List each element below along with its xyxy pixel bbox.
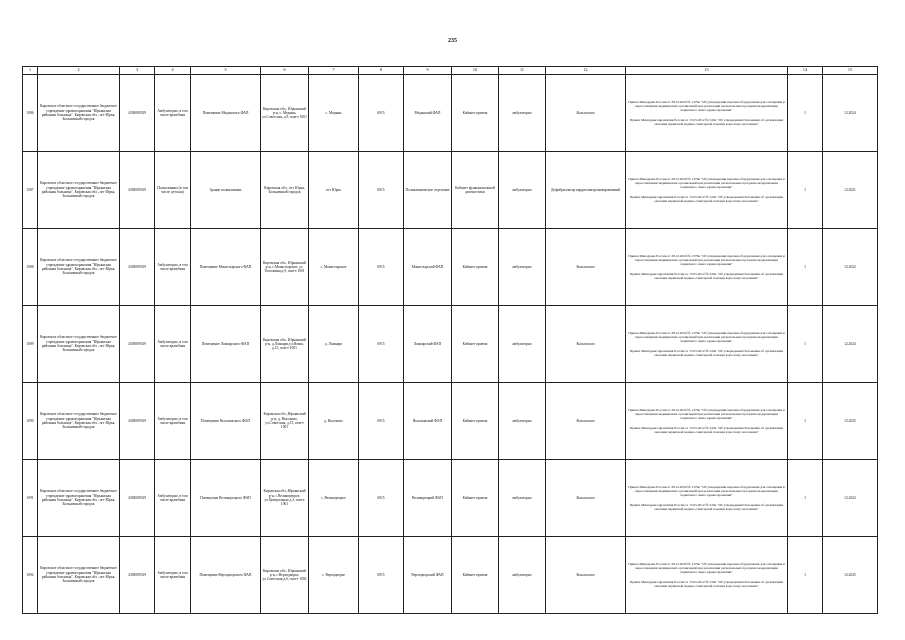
regulation-order-1379: Приказ Минздрава России от 28.12.2020 № 1379н "Об утверждении перечня оборудования для оснащения и переоснащения медицинских организаций при реализации региональных программ модернизации первичного звена здравоохранения" [628, 254, 785, 267]
equipment-cell: Кольпоскоп [546, 383, 626, 460]
column-number: 1 [23, 67, 38, 75]
code-cell: 6915 [359, 152, 404, 229]
regulation-order-543: Приказ Минздравсоцразвития России от 15.05.2012 № 543н "Об утверждении Положения об организации оказания первичной медико-санитарной помощи взрослому населению" [629, 194, 784, 203]
code-cell: 6915 [359, 306, 404, 383]
organization-cell: Кировское областное государственное бюджетное учреждение здравоохранения "Юрьянская районная больница", Кировская обл., пгт Юрья, Больничный городок [38, 460, 120, 537]
column-number: 11 [499, 67, 546, 75]
column-number-row [23, 67, 878, 75]
quantity-cell: 1 [788, 229, 823, 306]
settlement-cell: д. Ложкари [309, 306, 359, 383]
table-row [23, 75, 878, 152]
code-cell: 6915 [359, 75, 404, 152]
settlement-cell: д. Высоково [309, 383, 359, 460]
care-type-cell: Амбулаторно, в том числе врачебная [155, 537, 191, 614]
equipment-cell: Дефибриллятор кардиосинхронизированный [546, 152, 626, 229]
equipment-cell: Кольпоскоп [546, 306, 626, 383]
settlement-cell: с. Медяны [309, 75, 359, 152]
date-cell: 12.2025 [823, 537, 878, 614]
regulation-cell [626, 152, 788, 229]
table-row [23, 460, 878, 537]
regulation-cell [626, 306, 788, 383]
regulation-cell [626, 537, 788, 614]
inn-cell: 4338009339 [120, 460, 155, 537]
inn-cell: 4338009339 [120, 75, 155, 152]
room-cell: Кабинет функциональной диагностики [452, 152, 499, 229]
table-row [23, 229, 878, 306]
date-cell: 12.2024 [823, 306, 878, 383]
equipment-table [22, 66, 878, 614]
regulation-cell [626, 383, 788, 460]
column-number: 7 [309, 67, 359, 75]
inn-cell: 4338009339 [120, 383, 155, 460]
organization-cell: Кировское областное государственное бюджетное учреждение здравоохранения "Юрьянская районная больница", Кировская обл., пгт Юрья, Больничный городок [38, 75, 120, 152]
quantity-cell: 1 [788, 460, 823, 537]
organization-cell: Кировское областное государственное бюджетное учреждение здравоохранения "Юрьянская районная больница", Кировская обл., пгт Юрья, Больничный городок [38, 229, 120, 306]
quantity-cell: 1 [788, 383, 823, 460]
column-number: 6 [261, 67, 309, 75]
unit-cell: Высоковский ФАП [404, 383, 452, 460]
address-cell: Кировская обл., Юрьянский р-н, с. Медяны, ул.Советская, д.9, пом-е 1001 [261, 75, 309, 152]
table-row [23, 383, 878, 460]
column-number: 8 [359, 67, 404, 75]
room-cell: Кабинет приема [452, 229, 499, 306]
unit-cell: Ложкарский ФАП [404, 306, 452, 383]
date-cell: 12.2021 [823, 152, 878, 229]
address-cell: Кировская обл.,Юрьянский р-н, д. Высоково, ул.Советская, д.15, пом-е 1001 [261, 383, 309, 460]
row-number: 1091 [23, 460, 38, 537]
care-type-cell: Амбулаторно, в том числе врачебная [155, 75, 191, 152]
regulation-cell [626, 75, 788, 152]
row-number: 1087 [23, 152, 38, 229]
column-number: 9 [404, 67, 452, 75]
column-number: 14 [788, 67, 823, 75]
quantity-cell: 1 [788, 306, 823, 383]
settlement-cell: с. Монастырское [309, 229, 359, 306]
address-cell: Кировская обл.,Юрьянский р-н, с.Великорецкое, ул.Центральная д.3, пом-е 1001 [261, 460, 309, 537]
premise-cell: Помещение Великорецкого ФАП [191, 460, 261, 537]
premise-cell: Помещение Высоковского ФАП [191, 383, 261, 460]
care-type-cell: Поликлиника (в том числе детская) [155, 152, 191, 229]
row-number: 1090 [23, 383, 38, 460]
unit-cell: Монастырский ФАП [404, 229, 452, 306]
quantity-cell: 1 [788, 537, 823, 614]
mode-cell: амбулаторно [499, 537, 546, 614]
regulation-order-1379: Приказ Минздрава России от 28.12.2020 № 1379н "Об утверждении перечня оборудования для оснащения и переоснащения медицинских организаций при реализации региональных программ модернизации первичного звена здравоохранения" [628, 177, 785, 190]
column-number: 2 [38, 67, 120, 75]
organization-cell: Кировское областное государственное бюджетное учреждение здравоохранения "Юрьянская районная больница", Кировская обл., пгт Юрья, Больничный городок [38, 306, 120, 383]
date-cell: 12.2024 [823, 75, 878, 152]
settlement-cell: пгт Юрья [309, 152, 359, 229]
column-number: 4 [155, 67, 191, 75]
date-cell: 12.2025 [823, 383, 878, 460]
regulation-order-543: Приказ Минздравсоцразвития России от 15.05.2012 № 543н "Об утверждении Положения об организации оказания первичной медико-санитарной помощи взрослому населению" [629, 579, 784, 588]
regulation-order-543: Приказ Минздравсоцразвития России от 15.05.2012 № 543н "Об утверждении Положения об организации оказания первичной медико-санитарной помощи взрослому населению" [629, 348, 784, 357]
column-number: 5 [191, 67, 261, 75]
regulation-order-1379: Приказ Минздрава России от 28.12.2020 № 1379н "Об утверждении перечня оборудования для оснащения и переоснащения медицинских организаций при реализации региональных программ модернизации первичного звена здравоохранения" [628, 562, 785, 575]
column-number: 3 [120, 67, 155, 75]
column-number: 13 [626, 67, 788, 75]
mode-cell: амбулаторно [499, 229, 546, 306]
row-number: 1092 [23, 537, 38, 614]
settlement-cell: с. Великорецкое [309, 460, 359, 537]
care-type-cell: Амбулаторно, в том числе врачебная [155, 306, 191, 383]
room-cell: Кабинет приема [452, 537, 499, 614]
room-cell: Кабинет приема [452, 383, 499, 460]
code-cell: 6915 [359, 460, 404, 537]
mode-cell: амбулаторно [499, 383, 546, 460]
room-cell: Кабинет приема [452, 460, 499, 537]
organization-cell: Кировское областное государственное бюджетное учреждение здравоохранения "Юрьянская районная больница", Кировская обл., пгт Юрья, Больничный городок [38, 537, 120, 614]
unit-cell: Поликлиническое отделение [404, 152, 452, 229]
inn-cell: 4338009339 [120, 229, 155, 306]
unit-cell: Верходворский ФАП [404, 537, 452, 614]
column-number: 12 [546, 67, 626, 75]
address-cell: Кировская обл., пгт Юрья, Больничный городок [261, 152, 309, 229]
inn-cell: 4338009339 [120, 306, 155, 383]
regulation-order-543: Приказ Минздравсоцразвития России от 15.05.2012 № 543н "Об утверждении Положения об организации оказания первичной медико-санитарной помощи взрослому населению" [629, 117, 784, 126]
organization-cell: Кировское областное государственное бюджетное учреждение здравоохранения "Юрьянская районная больница", Кировская обл., пгт Юрья, Больничный городок [38, 152, 120, 229]
quantity-cell: 1 [788, 75, 823, 152]
care-type-cell: Амбулаторно, в том числе врачебная [155, 229, 191, 306]
mode-cell: амбулаторно [499, 460, 546, 537]
table-row [23, 306, 878, 383]
regulation-order-1379: Приказ Минздрава России от 28.12.2020 № 1379н "Об утверждении перечня оборудования для оснащения и переоснащения медицинских организаций при реализации региональных программ модернизации первичного звена здравоохранения" [628, 485, 785, 498]
code-cell: 6915 [359, 537, 404, 614]
regulation-order-543: Приказ Минздравсоцразвития России от 15.05.2012 № 543н "Об утверждении Положения об организации оказания первичной медико-санитарной помощи взрослому населению" [629, 271, 784, 280]
settlement-cell: с. Верходворье [309, 537, 359, 614]
mode-cell: амбулаторно [499, 75, 546, 152]
unit-cell: Великорецкий ФАП [404, 460, 452, 537]
regulation-cell [626, 460, 788, 537]
address-cell: Кировская обл., Юрьянский р-н, с.Верходворье, ул.Советская,д.6, пом-е 1002 [261, 537, 309, 614]
inn-cell: 4338009339 [120, 152, 155, 229]
premise-cell: Помещение Монастырского ФАП [191, 229, 261, 306]
address-cell: Кировская обл., Юрьянский р-н, д.Ложкари,ул.Новая, д.15, пом-е 1001 [261, 306, 309, 383]
organization-cell: Кировское областное государственное бюджетное учреждение здравоохранения "Юрьянская районная больница", Кировская обл., пгт Юрья, Больничный городок [38, 383, 120, 460]
code-cell: 6915 [359, 229, 404, 306]
regulation-order-1379: Приказ Минздрава России от 28.12.2020 № 1379н "Об утверждении перечня оборудования для оснащения и переоснащения медицинских организаций при реализации региональных программ модернизации первичного звена здравоохранения" [628, 331, 785, 344]
code-cell: 6915 [359, 383, 404, 460]
table-row [23, 537, 878, 614]
room-cell: Кабинет приема [452, 306, 499, 383]
premise-cell: Здание поликлиники [191, 152, 261, 229]
care-type-cell: Амбулаторно, в том числе врачебная [155, 460, 191, 537]
equipment-cell: Кольпоскоп [546, 460, 626, 537]
quantity-cell: 1 [788, 152, 823, 229]
care-type-cell: Амбулаторно, в том числе врачебная [155, 383, 191, 460]
page-number: 235 [448, 38, 457, 44]
room-cell: Кабинет приема [452, 75, 499, 152]
row-number: 1089 [23, 306, 38, 383]
column-number: 15 [823, 67, 878, 75]
row-number: 1088 [23, 229, 38, 306]
date-cell: 12.2022 [823, 229, 878, 306]
row-number: 1086 [23, 75, 38, 152]
address-cell: Кировская обл., Юрьянский р-н, с.Монастырское, ул. Тополиная,д.9, пом-е 1001 [261, 229, 309, 306]
regulation-order-543: Приказ Минздравсоцразвития России от 15.05.2012 № 543н "Об утверждении Положения об организации оказания первичной медико-санитарной помощи взрослому населению" [629, 425, 784, 434]
mode-cell: амбулаторно [499, 306, 546, 383]
equipment-cell: Кольпоскоп [546, 537, 626, 614]
unit-cell: Медянский ФАП [404, 75, 452, 152]
premise-cell: Помещение Медянского ФАП [191, 75, 261, 152]
equipment-cell: Кольпоскоп [546, 229, 626, 306]
equipment-cell: Кольпоскоп [546, 75, 626, 152]
mode-cell: амбулаторно [499, 152, 546, 229]
column-number: 10 [452, 67, 499, 75]
premise-cell: Помещение Верходворского ФАП [191, 537, 261, 614]
regulation-order-1379: Приказ Минздрава России от 28.12.2020 № 1379н "Об утверждении перечня оборудования для оснащения и переоснащения медицинских организаций при реализации региональных программ модернизации первичного звена здравоохранения" [628, 408, 785, 421]
table-row [23, 152, 878, 229]
premise-cell: Помещение Ложкарского ФАП [191, 306, 261, 383]
regulation-cell [626, 229, 788, 306]
date-cell: 12.2022 [823, 460, 878, 537]
regulation-order-1379: Приказ Минздрава России от 28.12.2020 № 1379н "Об утверждении перечня оборудования для оснащения и переоснащения медицинских организаций при реализации региональных программ модернизации первичного звена здравоохранения" [628, 100, 785, 113]
inn-cell: 4338009339 [120, 537, 155, 614]
regulation-order-543: Приказ Минздравсоцразвития России от 15.05.2012 № 543н "Об утверждении Положения об организации оказания первичной медико-санитарной помощи взрослому населению" [629, 502, 784, 511]
